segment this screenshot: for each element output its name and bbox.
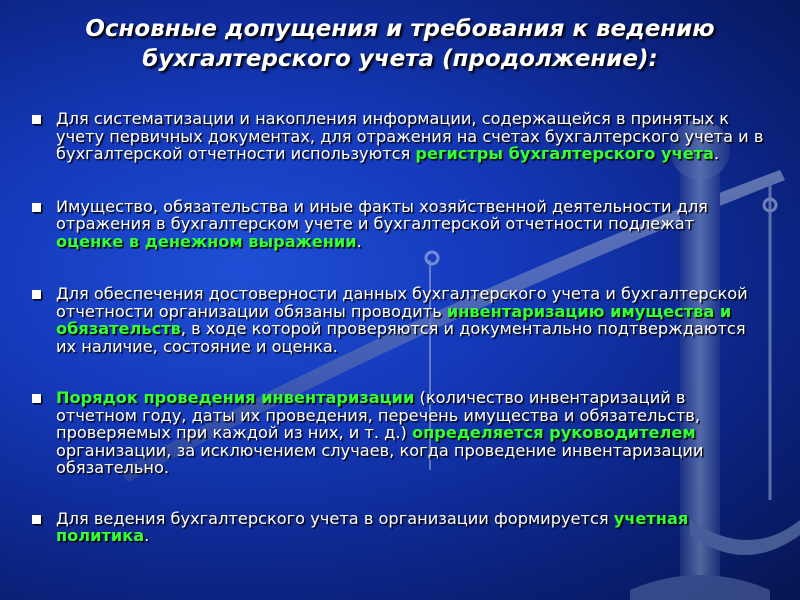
item-text-end: .: [144, 526, 150, 545]
item-highlight-2: определяется руководителем: [411, 423, 696, 442]
title-line-2: бухгалтерского учета (продолжение):: [142, 46, 658, 72]
square-bullet-icon: [32, 203, 41, 212]
item-text-end: .: [713, 144, 720, 163]
square-bullet-icon: [32, 394, 41, 403]
item-text-end: .: [356, 231, 362, 251]
item-text-end: , в ходе которой проверяются и документально подтверждаются их наличие, состояние и оценка.: [56, 319, 746, 356]
item-text: Имущество, обязательства и иные факты хозяйственной деятельности для отражения в бухгалтерском учете и бухгалтерской отчетности подлежат: [56, 196, 708, 233]
item-highlight: инвентаризацию имущества и обязательств: [56, 301, 732, 338]
list-item: [30, 389, 765, 477]
square-bullet-icon: [32, 115, 41, 124]
item-highlight: оценке в денежном выражении: [56, 231, 357, 251]
item-text: Для систематизации и накопления информации, содержащейся в принятых к учету первичных документах, для отражения на счетах бухгалтерского учета и в бухгалтерской отчетности используются: [56, 109, 764, 163]
item-text-end: организации, за исключением случаев, когда проведение инвентаризации обязательно.: [56, 440, 704, 477]
list-item: [30, 510, 765, 545]
item-text: Для обеспечения достоверности данных бухгалтерского учета и бухгалтерской отчетности организации обязаны проводить: [56, 284, 748, 321]
list-item: [30, 110, 765, 163]
slide-title: [20, 14, 780, 74]
item-text: Для ведения бухгалтерского учета в организации формируется: [56, 508, 614, 528]
list-item: [30, 198, 765, 251]
item-highlight: учетная политика: [56, 508, 689, 545]
square-bullet-icon: [32, 515, 41, 524]
item-highlight: Порядок проведения инвентаризации: [56, 388, 415, 407]
square-bullet-icon: [32, 290, 41, 299]
item-text: (количество инвентаризаций в отчетном году, даты их проведения, перечень имущества и обязательств, проверяемых при каждой из них, и т. д.): [56, 388, 700, 442]
item-highlight: регистры бухгалтерского учета: [415, 144, 714, 163]
bullet-list: [30, 110, 765, 545]
title-line-1: Основные допущения и требования к ведению: [85, 16, 715, 42]
list-item: [30, 285, 765, 355]
